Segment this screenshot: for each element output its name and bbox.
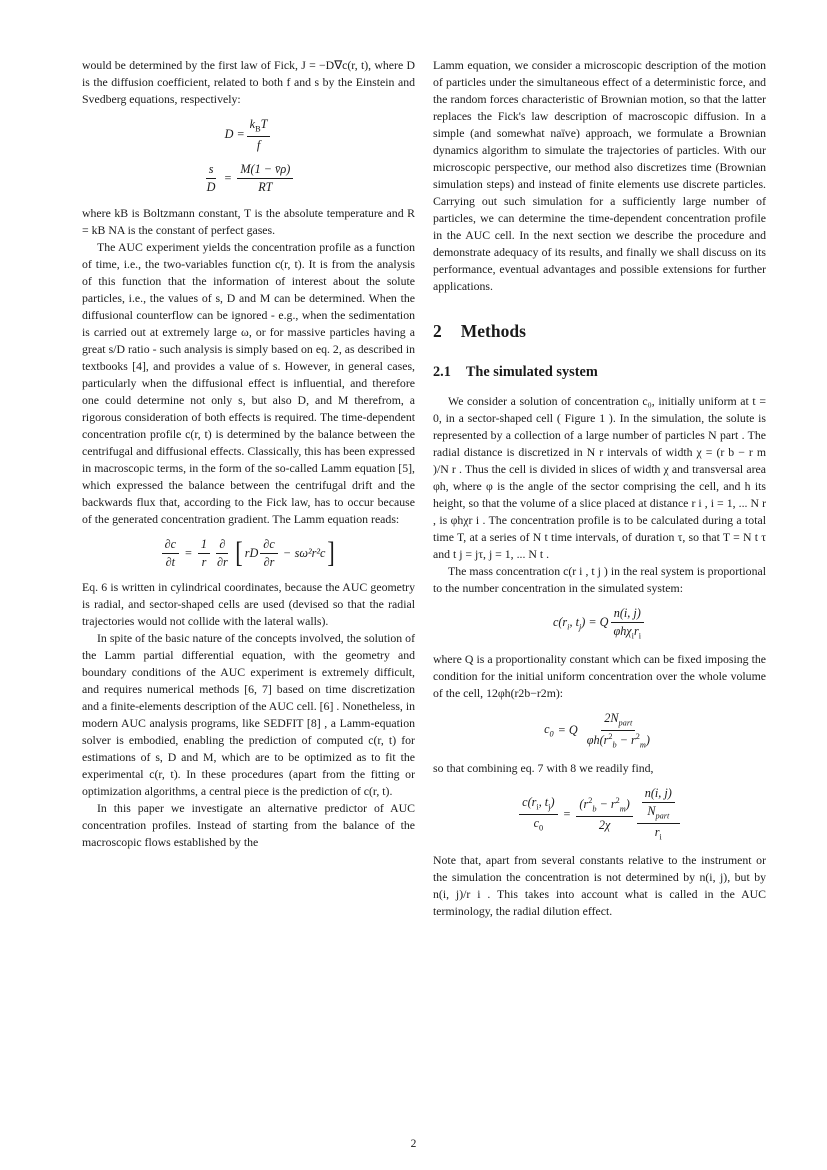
eq-subscript: j xyxy=(548,802,551,812)
eq-superscript: 2 xyxy=(588,795,593,805)
paragraph-note-that: Note that, apart from several constants relative to the instrument or the simulation the concentration is not determined by n(i, j), but by n(i, j)/r i . This takes into account what is called in the AUC terminology, the radial dilution effect. xyxy=(433,852,766,918)
eq-ratio-factor1-denominator: 2χ xyxy=(598,817,611,832)
eq-svedberg-rhs-fraction xyxy=(237,162,293,196)
eq-token: − r xyxy=(596,796,616,811)
eq-token: n(i, j) xyxy=(611,606,644,623)
eq-superscript: 2 xyxy=(608,732,613,741)
eq-subscript: m xyxy=(619,804,626,814)
eq-lamm-dcdt xyxy=(162,537,179,571)
equation-mass-concentration xyxy=(433,606,766,642)
eq-subscript: part xyxy=(655,811,670,821)
eq-token: ∂r xyxy=(216,554,228,569)
eq-token: r xyxy=(654,824,660,839)
eq-token: k xyxy=(249,117,256,131)
eq-diffusion-lhs: D = xyxy=(224,127,245,142)
eq-token: ∂t xyxy=(165,554,175,569)
eq-c0-numerator xyxy=(601,711,635,731)
eq-subscript: i xyxy=(638,631,642,641)
subsection-number: 2.1 xyxy=(433,364,451,380)
eq-token: RT xyxy=(258,180,273,195)
equals-sign: = xyxy=(563,806,571,821)
right-bracket: ] xyxy=(327,536,336,570)
eq-token: φh(r xyxy=(586,733,609,748)
eq-token: D xyxy=(206,180,216,195)
eq-lamm-d-dr xyxy=(214,537,231,571)
eq-ratio-factor2-numerator xyxy=(637,786,680,824)
eq-token: c xyxy=(544,722,550,737)
eq-diffusion-numerator xyxy=(247,117,271,137)
eq-token: c(r xyxy=(552,615,568,630)
eq-ratio-factor1-fraction xyxy=(576,796,632,833)
eq-c0-denominator xyxy=(584,731,653,751)
eq-token: ∂c xyxy=(260,537,277,554)
eq-token: , t xyxy=(569,615,579,630)
eq-subscript: i xyxy=(659,832,662,842)
eq-token: ) = Q xyxy=(581,615,609,630)
eq-subscript: i xyxy=(631,631,634,641)
equation-einstein-svedberg xyxy=(82,117,415,196)
eq-ratio-lhs-numerator xyxy=(519,795,557,815)
eq-token: c xyxy=(533,815,539,830)
paragraph-where-q: where Q is a proportionality constant which can be fixed imposing the condition for the initial uniform concentration over the whole volume of the cell, 12φh(r2b−r2m): xyxy=(433,652,766,701)
equation-diffusion xyxy=(82,117,415,153)
eq-lamm-one-over-r xyxy=(198,537,210,571)
eq-c0-fraction xyxy=(584,711,653,751)
paragraph-auc-experiment: The AUC experiment yields the concentration profile as a function of time, i.e., the two-variables function c(r, t). It is from the analysis of this function that the information of interest about the solute particles, i.e., the values of s, D and M can be determined. When the diffusional counterflow can be ignored - e.g., when the sedimentation is carried out at extremely large ω, or for massive particles having a great s/D ratio - such analysis is simply based on eq. 2, as described in textbooks [4], and provides a value of s. However, in general cases, particularly when the diffusional effect is influential, and therefore one could determine not only s, but also D, and M therefrom, a rigorous consideration of both effects is required. The time-dependent concentration profile c(r, t) is determined by the balance between the centrifugal and diffusional effects. Classically, this has been expressed in macroscopic terms, in the form of the so-called Lamm equation [5], which expressed the balance between the centrifugal drift and the backwards flux that, according to the Fick law, has to occur because of the generated concentration gradient. The Lamm equation reads: xyxy=(82,239,415,526)
equals-sign: = xyxy=(224,171,232,186)
eq-superscript: 2 xyxy=(635,732,640,741)
paragraph-in-this-paper: In this paper we investigate an alternative predictor of AUC concentration profiles. Instead of starting from the balance of the macroscopic flows established by the xyxy=(82,801,415,850)
eq-diffusion-fraction xyxy=(247,117,271,153)
eq-ratio-nested-denominator xyxy=(644,803,672,822)
eq-token: N xyxy=(647,804,656,819)
eq-token: ∂c xyxy=(162,537,179,554)
eq-token: (r xyxy=(579,796,589,811)
eq-ratio-lhs-denominator xyxy=(531,815,547,834)
eq-subscript: B xyxy=(255,124,261,134)
minus-sign: − xyxy=(283,545,291,560)
paragraph-mass-concentration: The mass concentration c(r i , t j ) in the real system is proportional to the number concentration in the simulated system: xyxy=(433,564,766,596)
eq-token: sω²r²c xyxy=(294,545,326,560)
eq-token: T xyxy=(260,117,268,131)
eq-token: , t xyxy=(538,794,549,809)
eq-token: 2N xyxy=(604,711,619,726)
eq-subscript: j xyxy=(578,622,582,632)
eq-token: ) xyxy=(645,733,650,748)
eq-ratio-lhs-fraction xyxy=(519,795,557,834)
eq-token: r xyxy=(633,624,639,639)
eq-token: ) xyxy=(625,796,630,811)
eq-mass-denominator xyxy=(610,623,644,642)
paragraph-so-that: so that combining eq. 7 with 8 we readily find, xyxy=(433,760,654,775)
eq-subscript: b xyxy=(592,804,597,814)
eq-token: rD xyxy=(244,545,259,560)
equation-ratio xyxy=(433,786,766,843)
paragraph-in-spite: In spite of the basic nature of the concepts involved, the solution of the Lamm partial differential equation, with the geometry and boundary conditions of the AUC experiment is extremely difficult, and requires numerical methods [6, 7] based on time discretization and a finite-elements description of the AUC cell. [6] . Nonetheless, in modern AUC analysis programs, like SEDFIT [8] , a Lamm-equation solver is embodied, enabling the prediction of computed c(r, t) for estimations of s, D and M, which are to be optimized as to fit the experimental c(r, t). In these procedures (apart from the fitting or optimization algorithms, a central piece is the prediction of c(r, t). xyxy=(82,631,415,799)
left-column xyxy=(82,57,415,920)
equation-svedberg xyxy=(82,162,415,196)
equals-sign: = xyxy=(185,545,192,560)
eq-token: 1 xyxy=(198,537,210,554)
eq-token: ) xyxy=(550,794,555,809)
eq-diffusion-denominator: f xyxy=(256,137,261,152)
right-column xyxy=(433,57,766,920)
eq-token: ∂ xyxy=(216,537,228,554)
eq-subscript: i xyxy=(567,622,570,632)
eq-subscript: b xyxy=(612,740,617,750)
eq-token: n(i, j) xyxy=(642,786,675,803)
paragraph-boltzmann: where kB is Boltzmann constant, T is the absolute temperature and R = kB NA is the constant of perfect gases. xyxy=(82,205,415,237)
eq-token: s xyxy=(206,162,217,179)
eq-subscript: 0 xyxy=(538,823,544,833)
eq-ratio-factor2-denominator xyxy=(652,824,665,843)
section-heading-methods xyxy=(433,321,766,342)
eq-mass-lhs xyxy=(553,615,609,633)
eq-subscript: i xyxy=(536,802,539,812)
eq-mass-fraction xyxy=(610,606,644,642)
eq-token: c(r xyxy=(522,794,537,809)
eq-token: − r xyxy=(616,733,636,748)
page-number: 2 xyxy=(410,1138,417,1150)
eq-ratio-nested-fraction xyxy=(642,786,675,822)
subsection-title: The simulated system xyxy=(465,364,598,380)
eq-superscript: 2 xyxy=(615,795,620,805)
eq-token: M(1 − v̄ρ) xyxy=(237,162,293,179)
paragraph-fick-law: would be determined by the first law of Fick, J = −D∇c(r, t), where D is the diffusion coefficient, related to both f and s by the Einstein and Svedberg equations, respectively: xyxy=(82,58,415,106)
equals-sign: = Q xyxy=(557,723,578,738)
eq-token: ∂r xyxy=(263,554,275,569)
paragraph-we-consider: We consider a solution of concentration c₀, initially uniform at t = 0, in a sector-shaped cell ( Figure 1 ). In the simulation, the solute is represented by a collection of a large number of particles N part . The radial distance is discretized in N r intervals of width χ = (r b − r m )/N r . Thus the cell is divided in slices of width χ and transversal area φh, where φ is the angle of the sector comprising the cell, and h its height, so that the volume of a slice placed at distance r i , i = 1, ... N r , is φhχr i . The concentration profile is to be calculated during a total time T, at a series of N t time intervals, of duration τ, so that T = N t τ and t j = jτ, j = 1, ... N t . xyxy=(433,394,766,562)
two-column-layout xyxy=(82,57,766,920)
section-title: Methods xyxy=(460,321,526,341)
section-number: 2 xyxy=(433,321,442,341)
eq-c0-lhs xyxy=(544,722,554,740)
eq-svedberg-lhs-fraction xyxy=(204,162,219,196)
eq-token: φhχ xyxy=(613,624,632,639)
eq-ratio-factor2-fraction xyxy=(637,786,680,843)
eq-token: r xyxy=(201,554,207,569)
equation-lamm xyxy=(82,537,415,571)
eq-subscript: m xyxy=(639,740,646,750)
left-bracket: [ xyxy=(235,536,243,570)
eq-ratio-factor1-numerator xyxy=(576,796,632,817)
subsection-heading-simulated-system xyxy=(433,364,766,381)
equation-c0 xyxy=(433,711,766,751)
eq-lamm-inner-fraction xyxy=(260,537,277,571)
paragraph-cylindrical: Eq. 6 is written in cylindrical coordinates, because the AUC geometry is radial, and sector-shaped cells are used (devised so that the radial trajectories would not collide with the lateral walls). xyxy=(82,580,415,629)
eq-subscript: part xyxy=(618,718,633,728)
eq-subscript: 0 xyxy=(549,729,554,739)
paragraph-lamm-microscopic: Lamm equation, we consider a microscopic description of the motion of particles under the simultaneous effect of a deterministic force, and the random forces characteristic of Brownian motion, so that the latter replaces the Fick's law description of macroscopic diffusion. In a simple (and somewhat naïve) approach, we formulate a Brownian dynamics algorithm to simulate the trajectories of particles. With our microscopic perspective, our method also discretizes time (Brownian simulation steps) and instead of finite elements use discrete particles. Carrying out such simulation for a sufficiently large number of particles, we can determine the time-dependent concentration profile in the AUC cell. In the next section we describe the procedure and demonstrate adequacy of its results, and finally we shall discuss on its performance, eventual advantages and possible extensions for further applications. xyxy=(433,58,766,293)
